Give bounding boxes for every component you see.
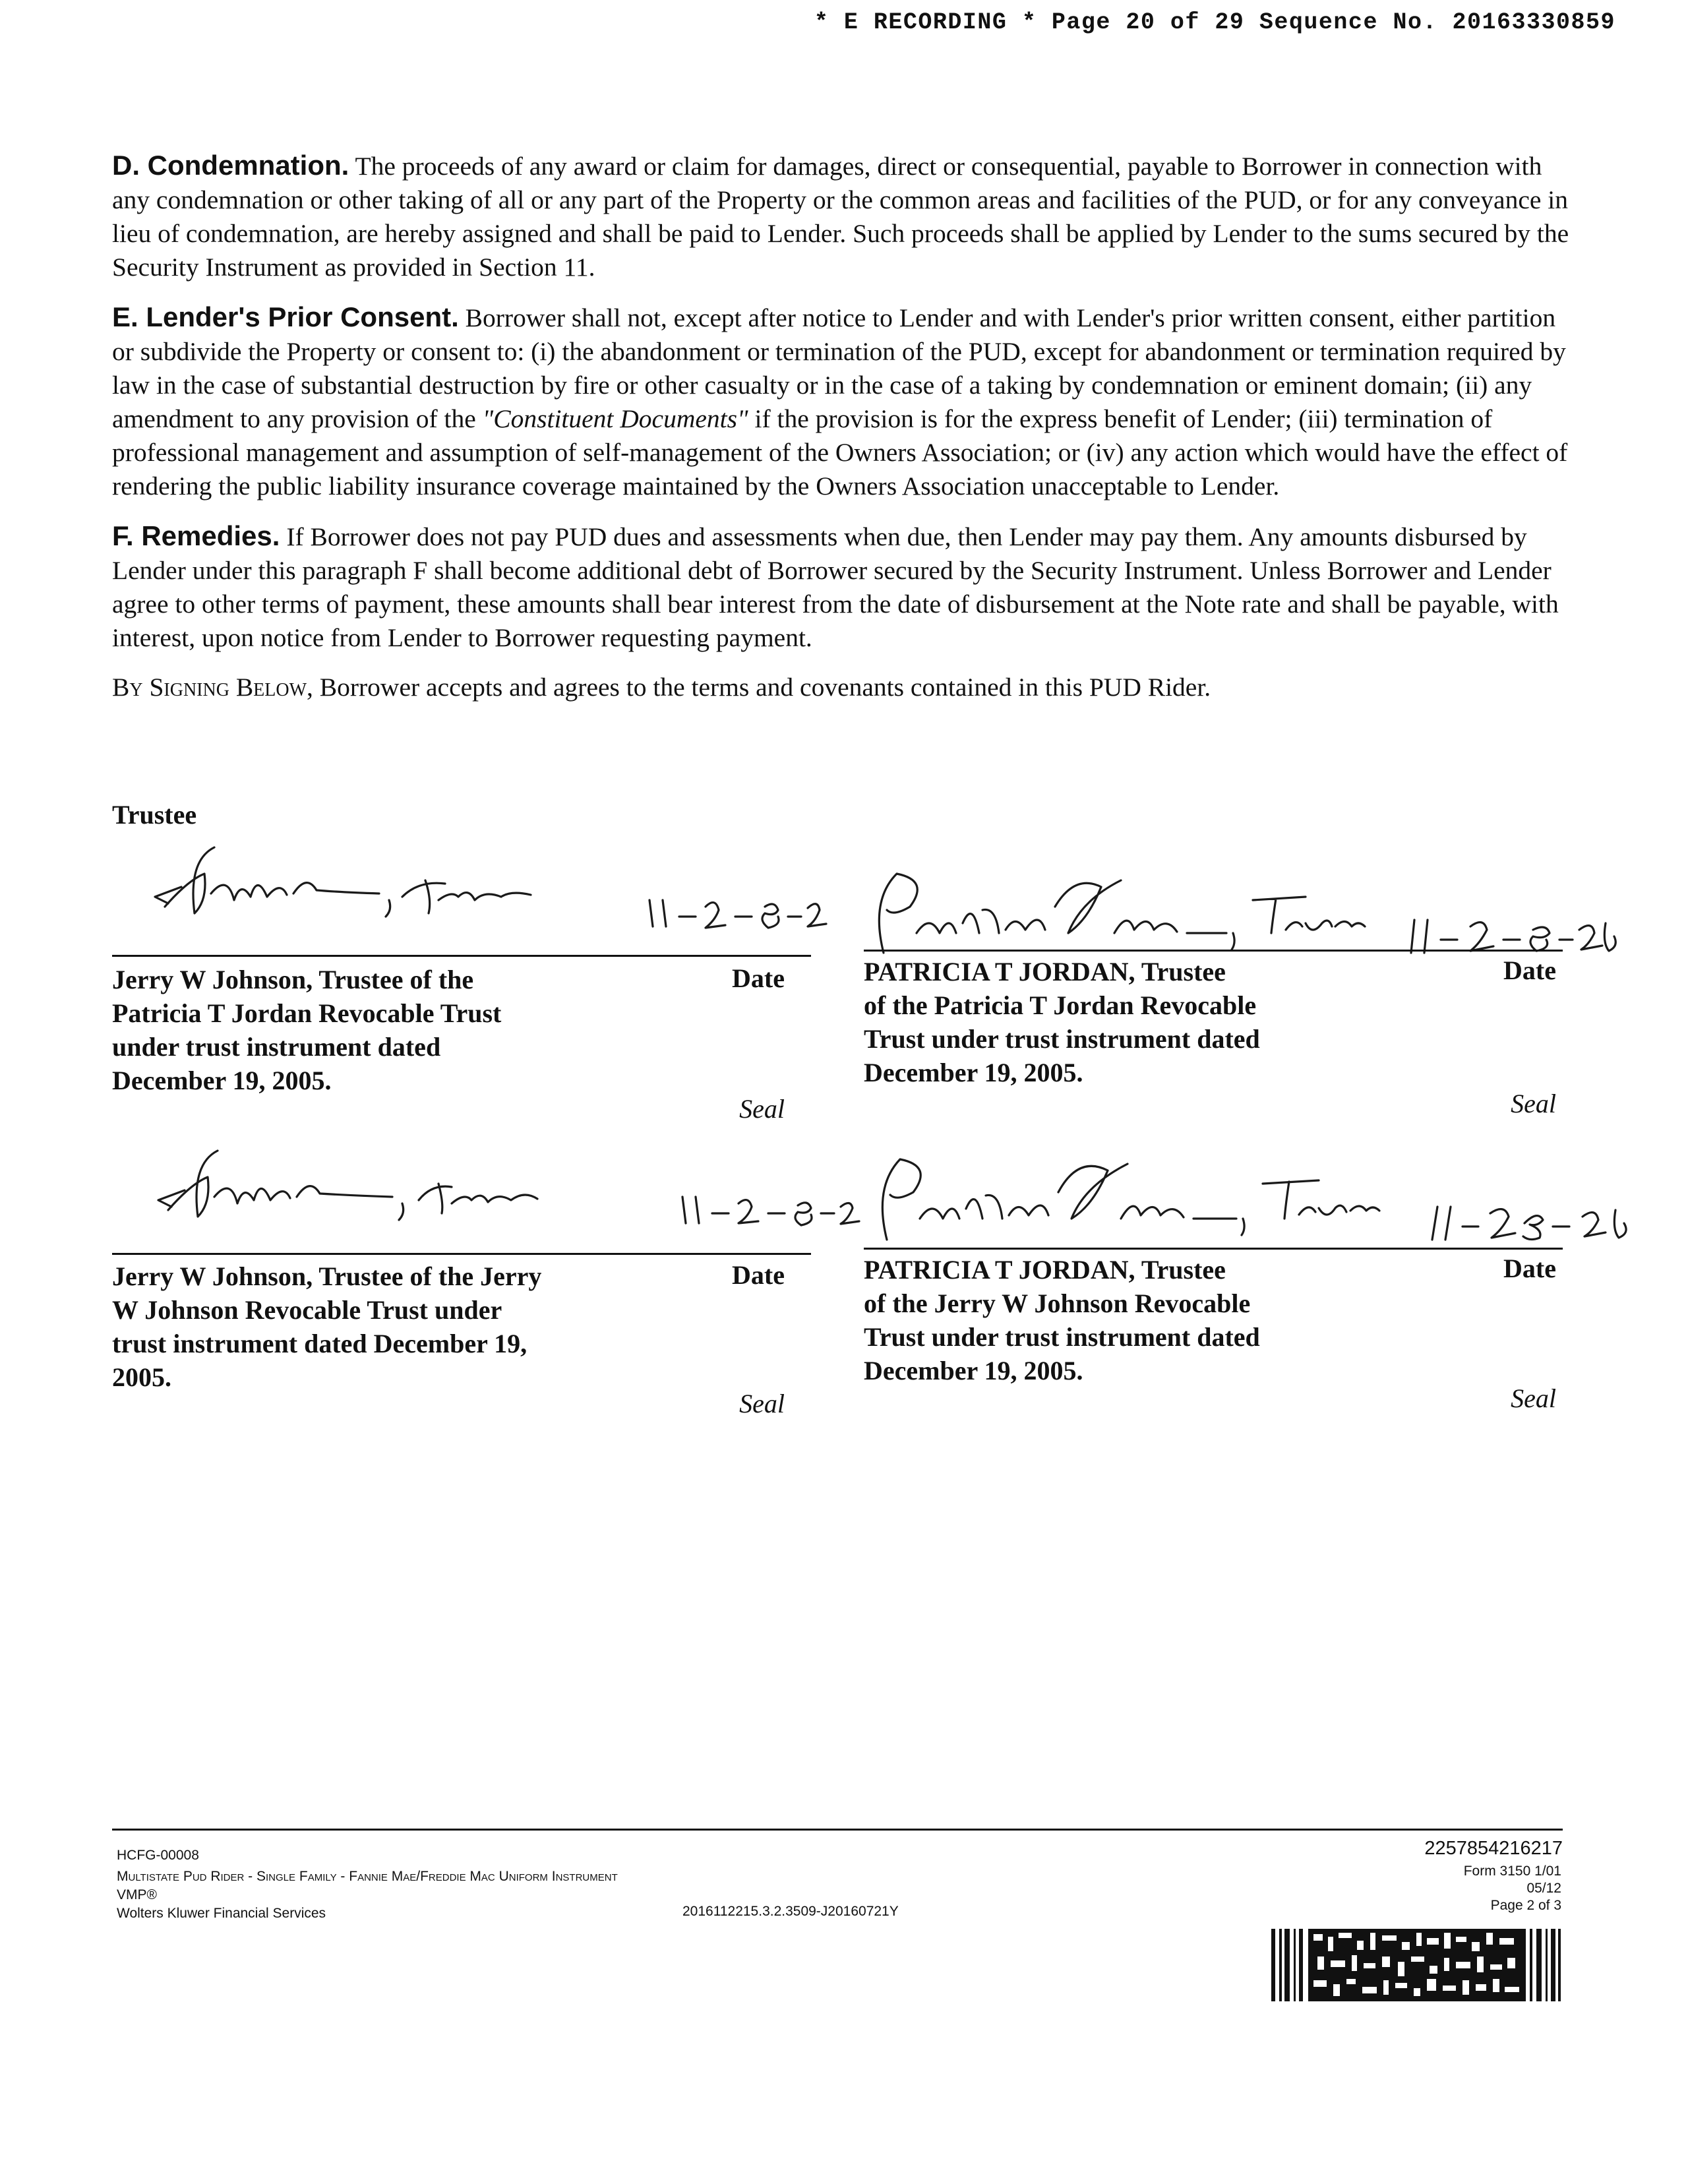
date-label: Date bbox=[1503, 1254, 1556, 1283]
signer-name-line: trust instrument dated December 19, bbox=[112, 1329, 528, 1358]
signature-line bbox=[112, 955, 811, 957]
form-title: Multistate Pud Rider - Single Family - Fannie Mae/Freddie Mac Uniform Instrument bbox=[117, 1869, 618, 1884]
handwritten-signature bbox=[142, 834, 564, 940]
recording-header: * E RECORDING * Page 20 of 29 Sequence No. 20163330859 bbox=[814, 9, 1615, 36]
signer-name-line: December 19, 2005. bbox=[864, 1356, 1083, 1385]
signature-line bbox=[112, 1253, 811, 1255]
form-number: Form 3150 1/01 bbox=[1463, 1864, 1561, 1879]
signer-name-line: Trust under trust instrument dated bbox=[864, 1024, 1260, 1054]
rider-clauses bbox=[112, 148, 1573, 704]
signer-name-line: December 19, 2005. bbox=[112, 1066, 332, 1095]
signature-block-patricia-jordan-jordan-trust bbox=[864, 950, 1563, 1131]
signer-name-line: under trust instrument dated bbox=[112, 1032, 441, 1062]
clause-body: The proceeds of any award or claim for damages, direct or consequential, payable to Borrower in connection with any condemnation or other taking of all or any part of the Property or the common areas and facilities of the PUD, or for any conveyance in lieu of condemnation, are hereby assigned and shall be paid to Lender. Such proceeds shall be applied by Lender to the sums secured by the Security Instrument as provided in Section 11. bbox=[112, 152, 1569, 282]
page-label: Page 2 of 3 bbox=[1490, 1898, 1561, 1913]
signature-line bbox=[864, 950, 1563, 952]
clause-body: If Borrower does not pay PUD dues and assessments when due, then Lender may pay them. Any amounts disbursed by Lender under this paragraph F shall become additional debt of Borrower secured by the Security Instrument. Unless Borrower and Lender agree to other terms of payment, these amounts shall bear interest from the date of disbursement at the Note rate and shall be payable, with interest, upon notice from Lender to Borrower requesting payment. bbox=[112, 522, 1559, 652]
seal-label: Seal bbox=[1511, 1089, 1556, 1118]
handwritten-signature bbox=[142, 1134, 564, 1240]
clause-condemnation bbox=[112, 148, 1573, 284]
handwritten-signature bbox=[857, 1141, 1385, 1253]
handwritten-date bbox=[676, 1180, 867, 1233]
signer-name-line: W Johnson Revocable Trust under bbox=[112, 1295, 502, 1325]
clause-body: Borrower shall not, except after notice to Lender and with Lender's prior written consent, either partition or subdivide the Property or consent to: (i) the abandonment or termination of the PUD, except for abandonment or termination required by law in the case of substantial destruction by fire or other casualty or in the case of a taking by condemnation or eminent domain; (ii) any amendment to any provision of the bbox=[112, 303, 1566, 433]
clause-title: F. Remedies. bbox=[112, 520, 280, 551]
date-label: Date bbox=[1503, 956, 1556, 985]
signature-block-jerry-johnson-jordan-trust bbox=[112, 955, 811, 1136]
signature-line bbox=[864, 1248, 1563, 1250]
signing-statement bbox=[112, 671, 1573, 704]
seal-label: Seal bbox=[739, 1389, 785, 1418]
signer-name-line: Jerry W Johnson, Trustee of the bbox=[112, 965, 474, 994]
publisher: Wolters Kluwer Financial Services bbox=[117, 1906, 326, 1921]
seal-label: Seal bbox=[1511, 1383, 1556, 1413]
clause-body-continued: if the provision is for the express benefit of Lender; (iii) termination of professional management and assumption of self-management of the Owners Association; or (iv) any action which would have the effect of rendering the public liability insurance coverage maintained by the Owners Association unacceptable to Lender. bbox=[112, 404, 1568, 501]
form-code: HCFG-00008 bbox=[117, 1848, 199, 1863]
signing-lead: By Signing Below, bbox=[112, 673, 313, 702]
signer-name-line: Patricia T Jordan Revocable Trust bbox=[112, 998, 502, 1028]
clause-remedies bbox=[112, 519, 1573, 655]
signature-block-jerry-johnson-johnson-trust bbox=[112, 1253, 811, 1434]
clause-title: E. Lender's Prior Consent. bbox=[112, 301, 459, 332]
loan-number: 2257854216217 bbox=[1424, 1838, 1563, 1859]
signer-name-line: Jerry W Johnson, Trustee of the Jerry bbox=[112, 1261, 542, 1291]
date-label: Date bbox=[732, 1260, 785, 1290]
signer-name-line: PATRICIA T JORDAN, Trustee bbox=[864, 1255, 1226, 1285]
signer-name-line: PATRICIA T JORDAN, Trustee bbox=[864, 957, 1226, 986]
seal-label: Seal bbox=[739, 1094, 785, 1124]
signing-rest: Borrower accepts and agrees to the terms and covenants contained in this PUD Rider. bbox=[319, 673, 1211, 702]
signer-name-line: Trust under trust instrument dated bbox=[864, 1322, 1260, 1352]
signer-name-line: 2005. bbox=[112, 1362, 171, 1392]
batch-code: 2016112215.3.2.3509-J20160721Y bbox=[682, 1904, 899, 1919]
footer-divider bbox=[112, 1829, 1563, 1831]
vendor-mark: VMP® bbox=[117, 1887, 157, 1902]
clause-title: D. Condemnation. bbox=[112, 150, 349, 181]
date-label: Date bbox=[732, 963, 785, 993]
signature-block-patricia-jordan-johnson-trust bbox=[864, 1248, 1563, 1429]
signer-name-line: of the Jerry W Johnson Revocable bbox=[864, 1289, 1251, 1318]
handwritten-date bbox=[1424, 1190, 1648, 1250]
trustee-heading: Trustee bbox=[112, 800, 197, 830]
barcode-icon bbox=[1271, 1929, 1561, 2001]
handwritten-date bbox=[643, 880, 834, 933]
clause-lender-prior-consent bbox=[112, 300, 1573, 503]
constituent-documents-term: "Constituent Documents" bbox=[482, 404, 748, 433]
signer-name-line: of the Patricia T Jordan Revocable bbox=[864, 990, 1257, 1020]
form-revision: 05/12 bbox=[1526, 1881, 1561, 1896]
signer-name-line: December 19, 2005. bbox=[864, 1058, 1083, 1087]
